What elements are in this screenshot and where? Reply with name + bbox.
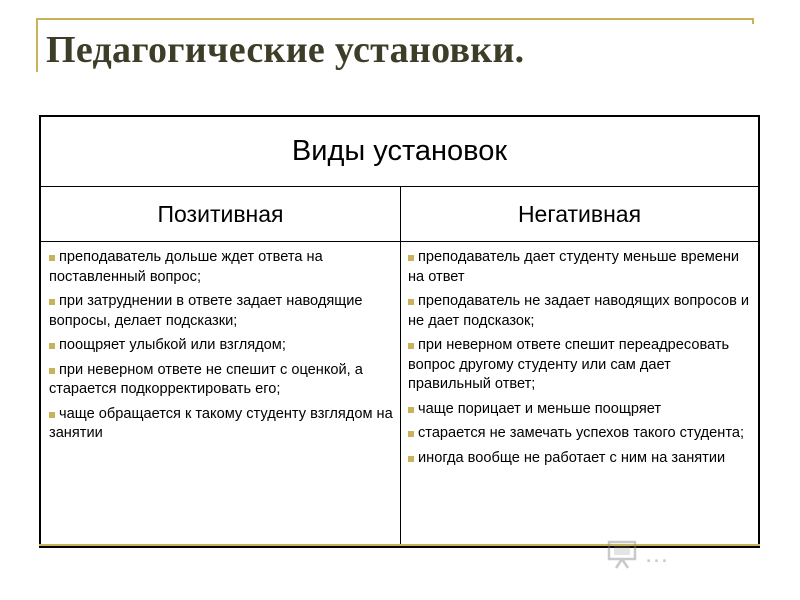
list-item: старается не замечать успехов такого студента; [408, 424, 752, 444]
slide-border-top [36, 18, 754, 20]
bullet-icon [49, 343, 55, 349]
slide-border-right [752, 18, 754, 24]
table-body-row [41, 242, 758, 546]
list-item: иногда вообще не работает с ним на занятии [408, 449, 752, 469]
list-item: чаще порицает и меньше поощряет [408, 400, 752, 420]
bullet-icon [408, 343, 414, 349]
bullet-icon [49, 368, 55, 374]
bullet-icon [408, 431, 414, 437]
list-item: при неверном ответе спешит переадресовать вопрос другому студенту или сам дает правильный ответ; [408, 337, 730, 392]
list-item: преподаватель дает студенту меньше времени на ответ [408, 249, 740, 285]
bullet-icon [408, 407, 414, 413]
watermark-text: … [644, 539, 670, 568]
list-item: чаще обращается к такому студенту взглядом на занятии [49, 405, 393, 441]
column-header-positive: Позитивная [41, 187, 401, 241]
positive-cell [41, 242, 401, 546]
column-headers [41, 187, 758, 242]
bullet-icon [49, 412, 55, 418]
presentation-board-icon [606, 539, 640, 569]
negative-list [408, 248, 752, 468]
bullet-icon [49, 299, 55, 305]
list-item: поощряет улыбкой или взглядом; [49, 336, 394, 356]
list-item: при затруднении в ответе задает наводящие вопросы, делает подсказки; [49, 293, 363, 329]
list-item: преподаватель дольше ждет ответа на поставленный вопрос; [49, 249, 323, 285]
attitudes-table [39, 115, 760, 548]
bullet-icon [408, 299, 414, 305]
bullet-icon [408, 456, 414, 462]
positive-list [49, 248, 394, 444]
page-title: Педагогические установки. [46, 29, 525, 71]
slide-border-left [36, 18, 38, 72]
bullet-icon [408, 255, 414, 261]
list-item: преподаватель не задает наводящих вопросов и не дает подсказок; [408, 293, 750, 329]
column-header-negative: Негативная [517, 200, 642, 227]
negative-cell [401, 242, 758, 546]
table-header: Виды установок [41, 117, 758, 187]
bullet-icon [49, 255, 55, 261]
watermark [606, 537, 766, 571]
list-item: при неверном ответе не спешит с оценкой, а старается подкорректировать его; [49, 361, 363, 397]
